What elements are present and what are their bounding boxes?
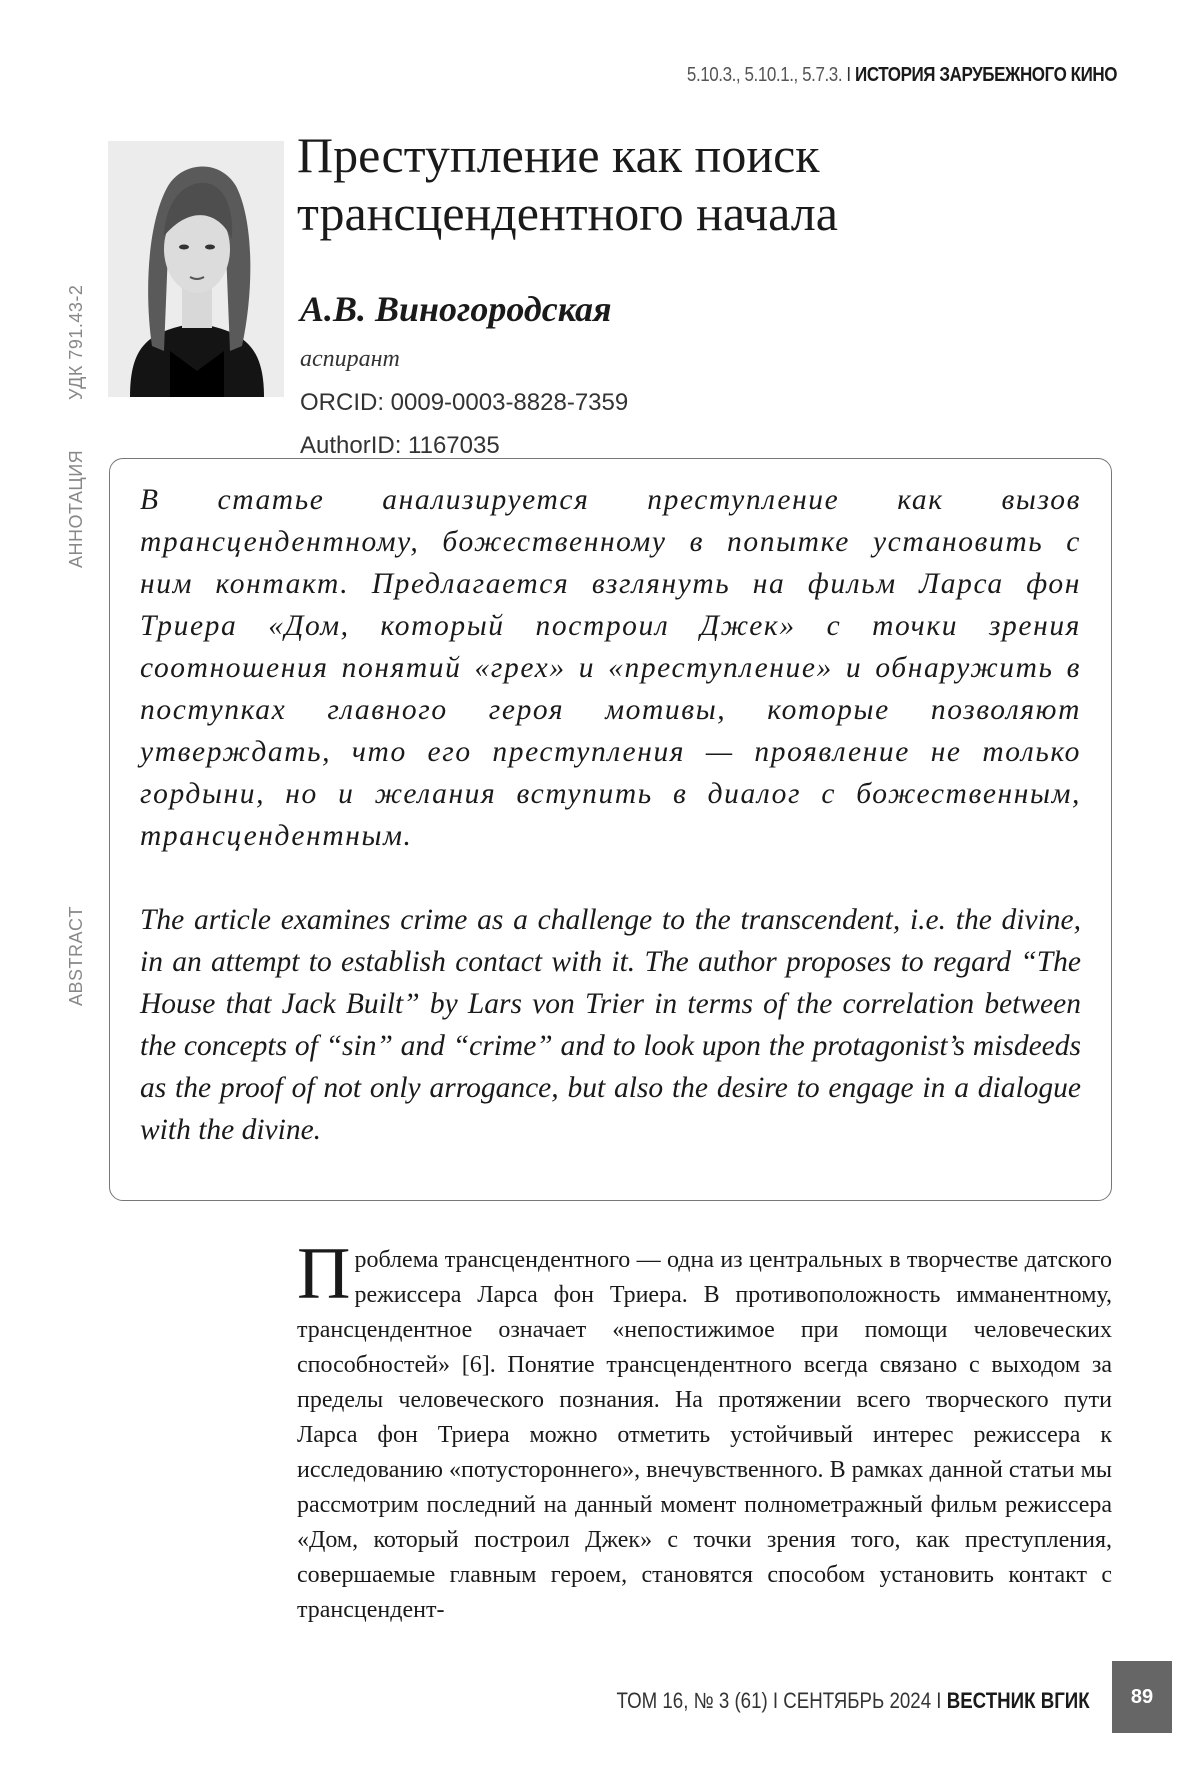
abstract-label: ABSTRACT xyxy=(66,905,86,1006)
author-photo xyxy=(108,141,284,397)
author-authorid: AuthorID: 1167035 xyxy=(300,432,500,459)
abstract-russian: В статье анализируется преступление как вызов трансцендентному, божественному в попытке установить с ним контакт. Предлагается взглянуть на фильм Ларса фон Триера «Дом, который построил Джек» с точки зрения соотношения понятий «грех» и «преступление» и обнаружить в поступках главного героя мотивы, которые позволяют утверждать, что его преступления — проявление не только гордыни, но и желания вступить в диалог с божественным, трансцендентным. xyxy=(140,484,1081,852)
header-codes: 5.10.3., 5.10.1., 5.7.3. xyxy=(686,64,843,86)
author-meta xyxy=(300,338,628,467)
article-title-line-1: Преступление как поиск xyxy=(297,127,820,183)
header-section: ИСТОРИЯ ЗАРУБЕЖНОГО КИНО xyxy=(854,64,1117,86)
author-portrait-image xyxy=(108,141,284,397)
drop-cap: П xyxy=(297,1233,351,1315)
author-orcid: ORCID: 0009-0003-8828-7359 xyxy=(300,389,629,416)
running-header xyxy=(687,64,1117,87)
header-separator: I xyxy=(846,64,851,86)
article-title xyxy=(297,126,997,242)
abstract-english: The article examines crime as a challenge to the transcendent, i.e. the divine, in an attempt to establish contact with it. The author proposes to regard “The House that Jack Built” by Lars von Trier in terms of the correlation between the concepts of “sin” and “crime” and to look upon the protagonist’s misdeeds as the proof of not only arrogance, but also the desire to engage in a dialogue with the divine. xyxy=(140,904,1081,1146)
abstract-box xyxy=(109,458,1112,1201)
author-position: аспирант xyxy=(300,346,400,372)
body-text: роблема трансцендентного — одна из центральных в творчестве датского режиссера Ларса фон Триера. В противоположность имманентному, трансцендентное означает «непостижимое при помощи человеческих способностей» [6]. Понятие трансцендентного всегда связано с выходом за пределы человеческого познания. На протяжении всего творческого пути Ларса фон Триера можно отметить устойчивый интерес режиссера к исследованию «потустороннего», внечувственного. В рамках данной статьи мы рассмотрим последний на данный момент полнометражный фильм режиссера «Дом, который построил Джек» с точки зрения того, как преступления, совершаемые главным героем, становятся способом установить контакт с трансцендент- xyxy=(297,1247,1112,1623)
footer-journal: ВЕСТНИК ВГИК xyxy=(947,1688,1090,1713)
article-title-line-2: трансцендентного начала xyxy=(297,185,838,241)
running-footer xyxy=(617,1688,1090,1714)
page-number: 89 xyxy=(1112,1661,1172,1733)
udk-label: УДК 791.43-2 xyxy=(66,284,86,400)
footer-issue: ТОМ 16, № 3 (61) I СЕНТЯБРЬ 2024 I xyxy=(616,1688,942,1713)
author-name: А.В. Виногородская xyxy=(300,289,612,329)
body-paragraph xyxy=(297,1233,1112,1628)
annotation-label: АННОТАЦИЯ xyxy=(66,449,86,568)
